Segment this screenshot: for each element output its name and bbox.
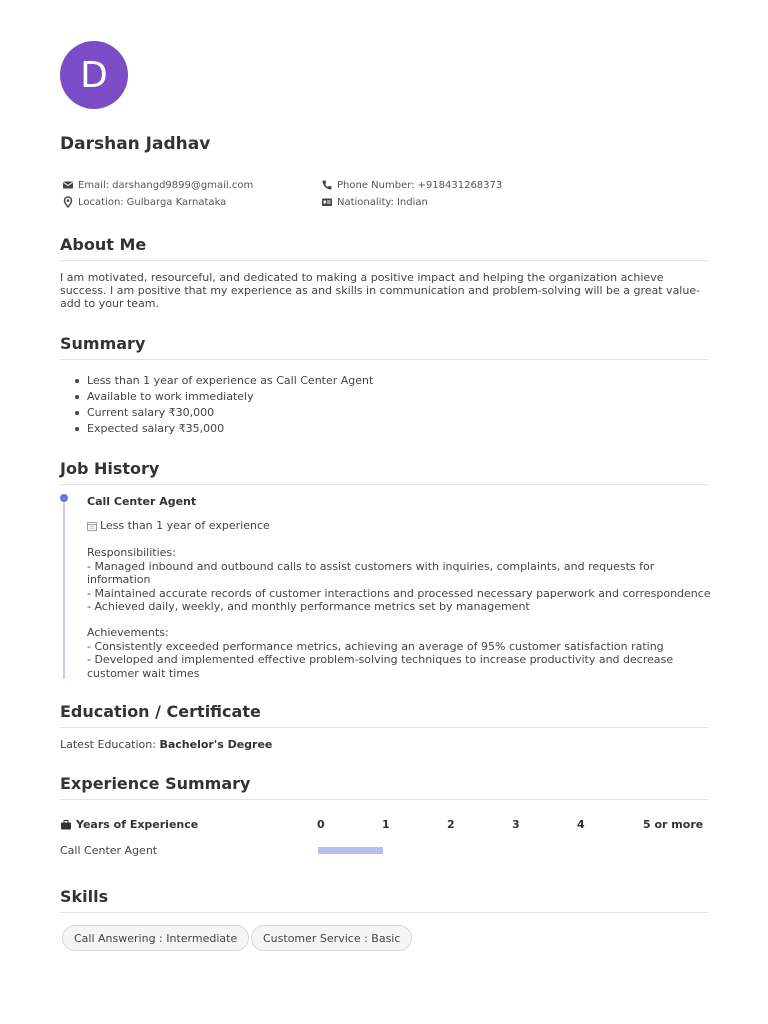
job-achievements — [87, 626, 711, 680]
section-divider — [60, 799, 708, 800]
contact-phone — [321, 179, 502, 191]
summary-item: Current salary ₹30,000 — [87, 405, 373, 421]
section-title-skills: Skills — [60, 887, 109, 906]
achievement-item: - Developed and implemented effective problem-solving techniques to increase productivity and decrease customer wait times — [87, 653, 674, 680]
section-divider — [60, 727, 708, 728]
avatar-initial: D — [80, 54, 108, 96]
briefcase-icon — [60, 819, 72, 831]
summary-item: Less than 1 year of experience as Call Center Agent — [87, 374, 374, 387]
section-title-experience-summary: Experience Summary — [60, 774, 251, 793]
email-value[interactable]: darshangd9899@gmail.com — [112, 179, 254, 191]
scale-tick-1: 1 — [382, 818, 390, 831]
section-divider — [60, 484, 708, 485]
section-title-about: About Me — [60, 235, 147, 254]
years-of-experience-header — [60, 818, 198, 831]
contact-nationality — [321, 196, 428, 208]
summary-item: Expected salary ₹35,000 — [87, 421, 373, 437]
contact-email — [62, 179, 253, 191]
responsibility-item: - Achieved daily, weekly, and monthly performance metrics set by management — [87, 600, 530, 613]
achievements-label: Achievements: — [87, 626, 169, 639]
location-value: Gulbarga Karnataka — [126, 196, 227, 208]
section-title-education: Education / Certificate — [60, 702, 261, 721]
responsibility-item: - Managed inbound and outbound calls to assist customers with inquiries, complaints, and requests for information — [87, 559, 655, 586]
job-experience-text: Less than 1 year of experience — [100, 519, 270, 532]
education-label: Latest Education: — [60, 738, 156, 751]
job-responsibilities — [87, 546, 711, 614]
education-line — [60, 738, 272, 751]
section-divider — [60, 359, 708, 360]
education-value: Bachelor's Degree — [159, 738, 273, 751]
phone-icon — [321, 179, 333, 191]
responsibilities-label: Responsibilities: — [87, 546, 176, 559]
timeline-line — [63, 497, 65, 679]
email-label: Email: — [78, 179, 110, 191]
timeline-dot — [60, 494, 68, 502]
section-title-job-history: Job History — [60, 459, 160, 478]
achievement-item: - Consistently exceeded performance metrics, achieving an average of 95% customer satisfaction rating — [87, 639, 664, 653]
avatar — [60, 41, 128, 109]
section-title-summary: Summary — [60, 334, 146, 353]
map-pin-icon — [62, 196, 74, 208]
nationality-value: Indian — [396, 196, 428, 208]
experience-bar — [318, 847, 383, 854]
nationality-label: Nationality: — [337, 196, 394, 208]
section-divider — [60, 260, 708, 261]
scale-tick-4: 4 — [577, 818, 585, 831]
experience-bar-track — [318, 847, 708, 854]
job-title: Call Center Agent — [87, 495, 197, 508]
envelope-icon — [62, 179, 74, 191]
scale-tick-5: 5 or more — [643, 818, 704, 831]
about-text: I am motivated, resourceful, and dedicated to making a positive impact and helping the organization achieve success. I am positive that my experience as and skills in communication and problem-solving will be a great value-add to your team. — [60, 271, 701, 310]
scale-tick-0: 0 — [317, 818, 325, 831]
phone-label: Phone Number: — [337, 179, 415, 191]
location-label: Location: — [78, 196, 124, 208]
scale-tick-2: 2 — [447, 818, 455, 831]
contact-location — [62, 196, 226, 208]
candidate-name: Darshan Jadhav — [60, 134, 211, 154]
responsibility-item: - Maintained accurate records of customer interactions and processed necessary paperwork and correspondence — [87, 586, 711, 600]
skill-chip: Customer Service : Basic — [251, 925, 412, 951]
summary-item: Available to work immediately — [87, 389, 373, 405]
section-divider — [60, 912, 708, 913]
phone-value[interactable]: +918431268373 — [417, 179, 503, 191]
skill-chip: Call Answering : Intermediate — [62, 925, 249, 951]
scale-tick-3: 3 — [512, 818, 520, 831]
summary-list — [87, 373, 373, 437]
job-experience — [87, 519, 270, 532]
id-card-icon — [321, 196, 333, 208]
calendar-icon — [87, 521, 97, 531]
years-of-experience-label: Years of Experience — [76, 818, 199, 831]
experience-role: Call Center Agent — [60, 844, 158, 857]
